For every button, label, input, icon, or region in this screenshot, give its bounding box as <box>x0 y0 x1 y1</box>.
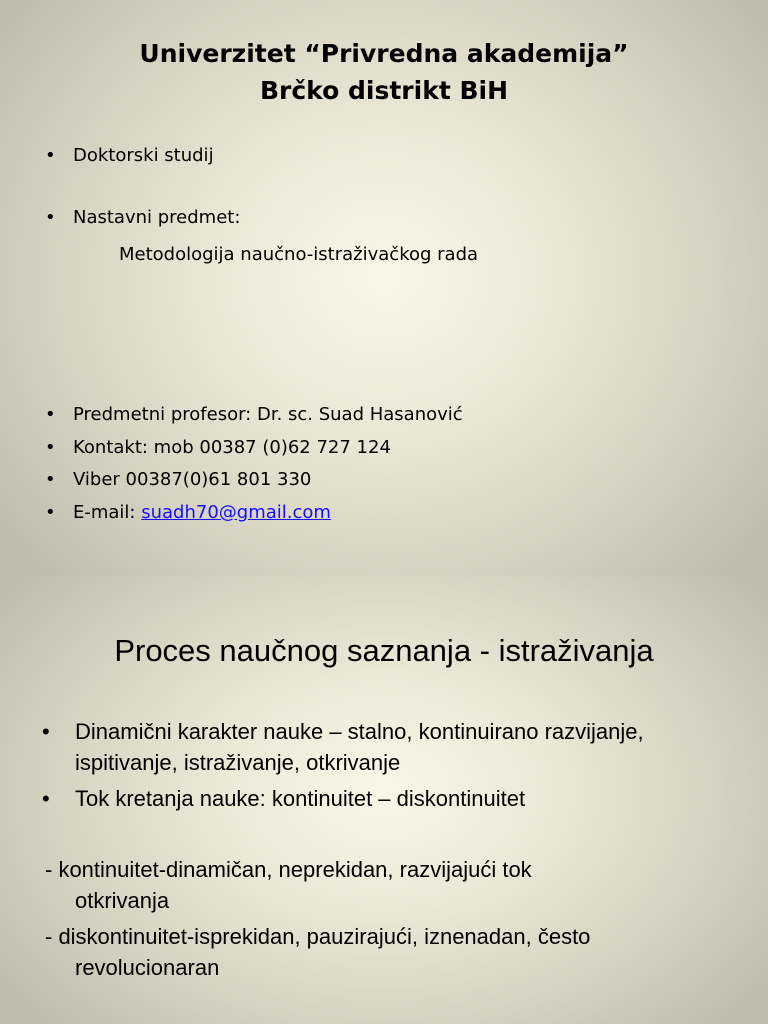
title-line-2: Brčko distrikt BiH <box>259 76 509 105</box>
slide-1-title <box>0 35 768 109</box>
dash-continuation: otkrivanja <box>75 888 170 913</box>
bullet-icon: • <box>42 719 50 744</box>
dash-continuation: revolucionaran <box>75 955 220 980</box>
email-link[interactable]: suadh70@gmail.com <box>141 502 331 523</box>
subject-name: Metodologija naučno-istraživačkog rada <box>119 244 479 265</box>
bullet-icon: • <box>45 145 56 166</box>
bullet-text: Doktorski studij <box>73 145 214 166</box>
dash-line: - kontinuitet-dinamičan, neprekidan, razvijajući tok <box>45 857 532 882</box>
bullet-text: Tok kretanja nauke: kontinuitet – diskontinuitet <box>75 786 526 811</box>
bullet-text <box>73 502 331 524</box>
dash-item-kontinuitet <box>45 854 735 916</box>
dash-line: - diskontinuitet-isprekidan, pauzirajući, iznenadan, često <box>45 924 591 949</box>
slide-2-title: Proces naučnog saznanja - istraživanja <box>114 633 654 668</box>
bullet-icon: • <box>45 437 56 458</box>
bullet-text: Viber 00387(0)61 801 330 <box>73 469 312 490</box>
bullet-icon: • <box>45 207 56 228</box>
bullet-icon: • <box>45 502 56 523</box>
bullet-icon: • <box>45 404 56 425</box>
bullet-text: Kontakt: mob 00387 (0)62 727 124 <box>73 437 391 458</box>
title-line-1: Univerzitet “Privredna akademija” <box>139 39 629 68</box>
bullet-text: Dinamični karakter nauke – stalno, kontinuirano razvijanje, ispitivanje, istraživanje, otkrivanje <box>75 719 644 775</box>
bullet-text: Predmetni profesor: Dr. sc. Suad Hasanović <box>73 404 463 425</box>
bullet-text: Nastavni predmet: <box>73 207 241 228</box>
slide-2 <box>0 576 768 1024</box>
bullet-icon: • <box>42 786 50 811</box>
email-label: E-mail: <box>73 502 142 523</box>
bullet-icon: • <box>45 469 56 490</box>
dash-item-diskontinuitet <box>45 921 735 983</box>
